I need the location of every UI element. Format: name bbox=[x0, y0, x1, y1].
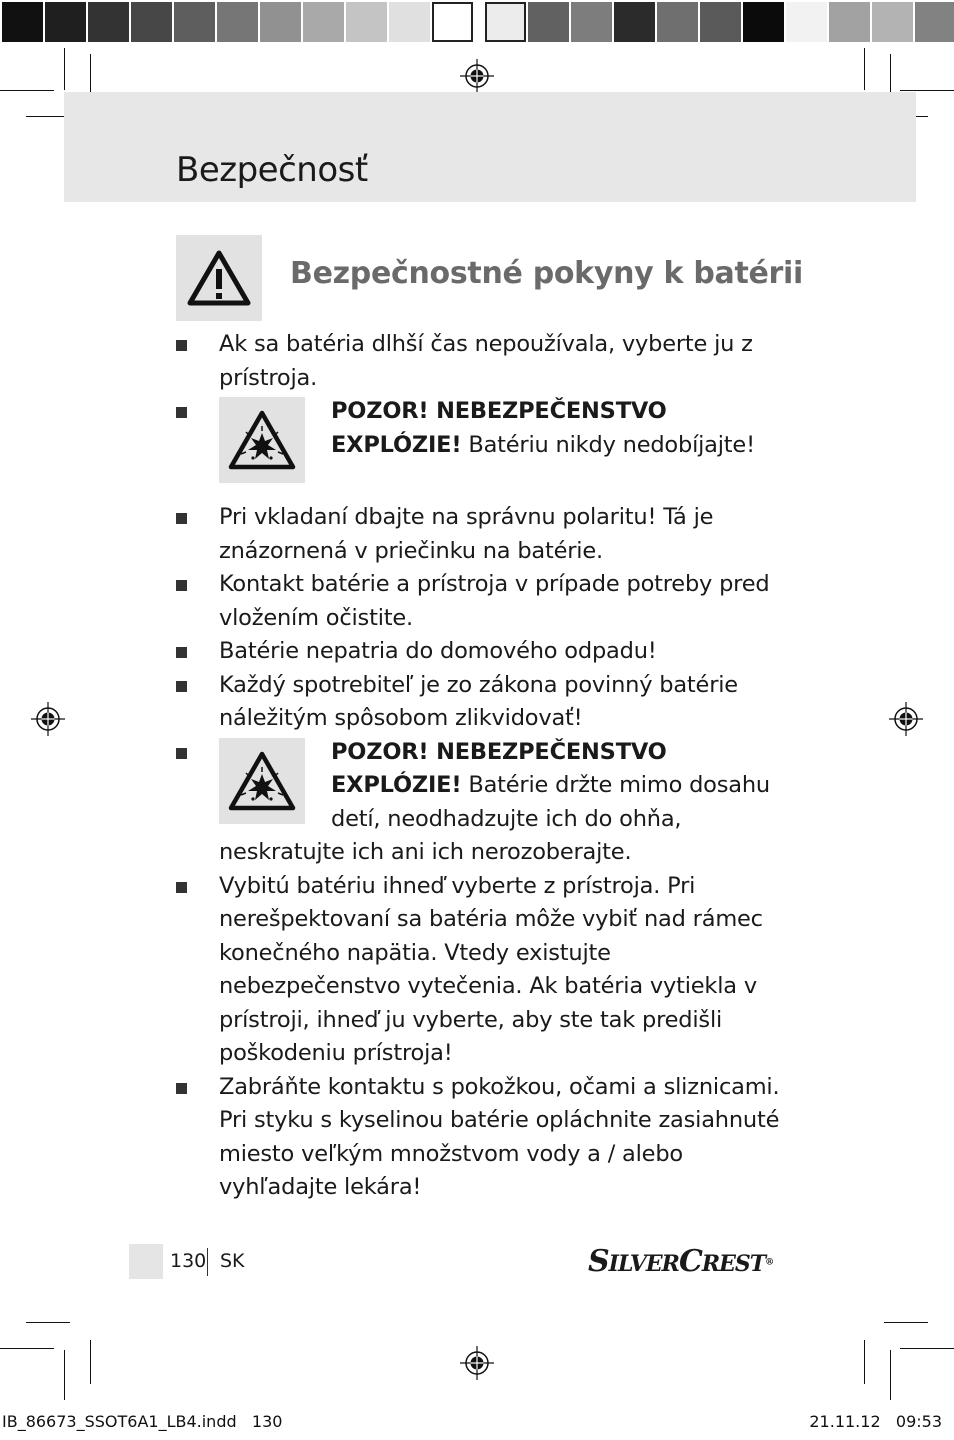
color-swatch bbox=[743, 2, 784, 42]
section-heading: Bezpečnostné pokyny k batérii bbox=[290, 256, 804, 291]
square-bullet-icon bbox=[176, 513, 187, 524]
crop-mark bbox=[90, 1340, 91, 1384]
color-swatch bbox=[2, 2, 43, 42]
color-calibration-bar-right bbox=[485, 2, 954, 44]
crop-mark bbox=[864, 48, 865, 90]
crop-mark bbox=[26, 1322, 70, 1323]
color-swatch bbox=[303, 2, 344, 42]
list-item bbox=[176, 669, 786, 736]
item-text: Každý spotrebiteľ je zo zákona povinný batérie náležitým spôsobom zlikvidovať! bbox=[219, 671, 738, 731]
print-slug-date: 21.11.12 09:53 bbox=[809, 1412, 942, 1431]
list-item bbox=[176, 1071, 786, 1205]
list-item bbox=[176, 635, 786, 669]
color-swatch bbox=[528, 2, 569, 42]
item-text: Batériu nikdy nedobíjajte! bbox=[461, 431, 755, 458]
square-bullet-icon bbox=[176, 340, 187, 351]
square-bullet-icon bbox=[176, 882, 187, 893]
color-swatch bbox=[45, 2, 86, 42]
crop-mark bbox=[900, 90, 954, 91]
square-bullet-icon bbox=[176, 681, 187, 692]
item-text: Batérie nepatria do domového odpadu! bbox=[219, 638, 657, 664]
color-swatch bbox=[174, 2, 215, 42]
brand-letters: REST bbox=[701, 1251, 766, 1277]
item-text: Batérie držte mimo dosahu detí, neodhadzujte ich do ohňa, neskratujte ich ani ich nerozoberajte. bbox=[219, 772, 770, 865]
brand-letter: S bbox=[588, 1244, 609, 1279]
color-swatch bbox=[786, 2, 827, 42]
square-bullet-icon bbox=[176, 1083, 187, 1094]
footer-tab-box bbox=[129, 1244, 163, 1279]
explosive-hazard-icon bbox=[227, 750, 297, 812]
brand-logo bbox=[588, 1244, 773, 1279]
item-text: Kontakt batérie a prístroja v prípade potreby pred vložením očistite. bbox=[219, 571, 770, 631]
page-title: Bezpečnosť bbox=[176, 150, 368, 190]
safety-instructions-list bbox=[176, 328, 786, 1205]
color-swatch bbox=[88, 2, 129, 42]
square-bullet-icon bbox=[176, 580, 187, 591]
registration-mark-icon bbox=[889, 702, 923, 736]
crop-mark bbox=[900, 1348, 954, 1349]
explosive-icon-box bbox=[219, 397, 305, 483]
color-swatch bbox=[700, 2, 741, 42]
color-swatch bbox=[131, 2, 172, 42]
footer-divider bbox=[207, 1248, 208, 1276]
color-swatch bbox=[217, 2, 258, 42]
explosive-icon-box bbox=[219, 738, 305, 824]
color-swatch bbox=[872, 2, 913, 42]
brand-letter: C bbox=[678, 1244, 702, 1279]
crop-mark bbox=[64, 1350, 65, 1400]
color-swatch bbox=[829, 2, 870, 42]
list-item bbox=[176, 328, 786, 395]
list-item bbox=[176, 736, 786, 870]
crop-mark bbox=[890, 1350, 891, 1400]
color-swatch bbox=[657, 2, 698, 42]
color-swatch bbox=[614, 2, 655, 42]
registration-mark-icon bbox=[460, 59, 494, 93]
crop-mark bbox=[884, 1322, 928, 1323]
item-text: Ak sa batéria dlhší čas nepoužívala, vyberte ju z prístroja. bbox=[219, 331, 753, 391]
item-text: Pri vkladaní dbajte na správnu polaritu! Tá je znázornená v priečinku na batérie. bbox=[219, 504, 714, 564]
color-calibration-bar-left bbox=[2, 2, 475, 44]
page-number: 130 bbox=[170, 1250, 207, 1272]
registered-mark: ® bbox=[765, 1257, 774, 1268]
square-bullet-icon bbox=[176, 647, 187, 658]
list-item bbox=[176, 870, 786, 1071]
color-swatch bbox=[915, 2, 954, 42]
square-bullet-icon bbox=[176, 407, 187, 418]
crop-mark bbox=[864, 1340, 865, 1384]
explosive-hazard-icon bbox=[227, 409, 297, 471]
color-swatch bbox=[260, 2, 301, 42]
danger-warning-label: POZOR! NEBEZPEČENSTVO EXPLÓZIE! bbox=[331, 738, 667, 798]
language-code: SK bbox=[220, 1250, 245, 1272]
crop-mark bbox=[64, 48, 65, 90]
list-item bbox=[176, 568, 786, 635]
color-swatch bbox=[346, 2, 387, 42]
warning-triangle-icon bbox=[186, 249, 252, 307]
color-swatch bbox=[485, 2, 526, 42]
danger-warning-label: POZOR! NEBEZPEČENSTVO EXPLÓZIE! bbox=[331, 398, 667, 458]
registration-mark-icon bbox=[460, 1346, 494, 1380]
item-text: Zabráňte kontaktu s pokožkou, očami a sliznicami. Pri styku s kyselinou batérie opláchnite zasiahnuté miesto veľkým množstvom vody a / alebo vyhľadajte lekára! bbox=[219, 1073, 780, 1200]
list-item bbox=[176, 501, 786, 568]
item-text: Vybitú batériu ihneď vyberte z prístroja. Pri nerešpektovaní sa batéria môže vybiť nad rámec konečného napätia. Vtedy existujte nebezpečenstvo vytečenia. Ak batéria vytiekla v prístroji, ihneď ju vyberte, aby ste tak predišli poškodeniu prístroja! bbox=[219, 872, 763, 1066]
crop-mark bbox=[0, 1348, 54, 1349]
color-swatch bbox=[571, 2, 612, 42]
brand-letters: ILVER bbox=[608, 1251, 679, 1277]
crop-mark bbox=[0, 90, 54, 91]
print-slug-file: IB_86673_SSOT6A1_LB4.indd 130 bbox=[2, 1412, 283, 1431]
registration-mark-icon bbox=[31, 702, 65, 736]
square-bullet-icon bbox=[176, 748, 187, 759]
color-swatch bbox=[432, 2, 473, 42]
warning-icon-box bbox=[176, 235, 262, 321]
list-item bbox=[176, 395, 786, 501]
color-swatch bbox=[389, 2, 430, 42]
